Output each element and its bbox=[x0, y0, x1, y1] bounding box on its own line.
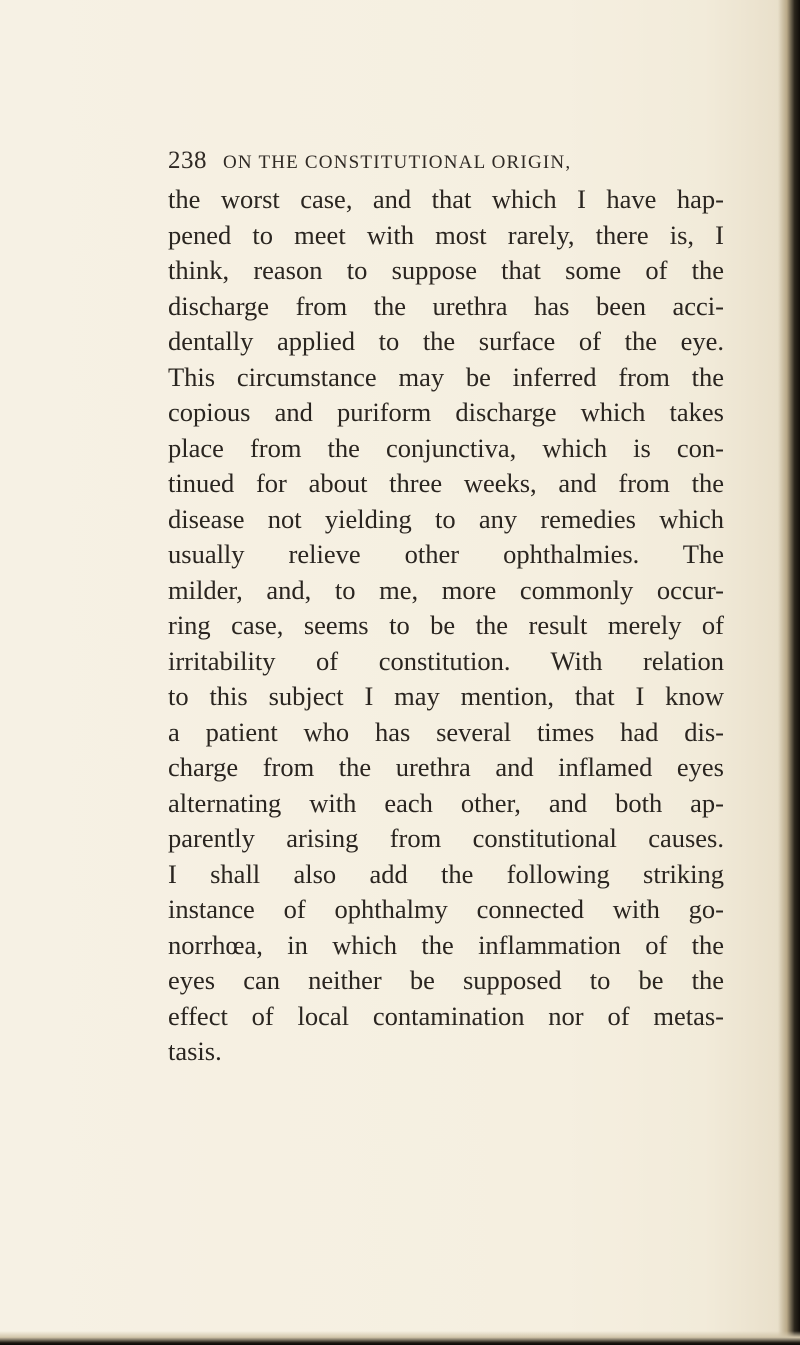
text-line: to this subject I may mention, that I know bbox=[168, 681, 724, 711]
text-line: discharge from the urethra has been acci- bbox=[168, 290, 724, 321]
running-head bbox=[168, 147, 728, 177]
page-number: 238 bbox=[168, 147, 207, 174]
text-line: tasis. bbox=[168, 1036, 222, 1066]
text-line: usually relieve other ophthalmies. The bbox=[168, 539, 724, 569]
text-line: parently arising from constitutional causes. bbox=[168, 823, 724, 853]
text-line: pened to meet with most rarely, there is, I bbox=[168, 219, 724, 250]
text-line: tinued for about three weeks, and from the bbox=[168, 468, 724, 498]
text-line: irritability of constitution. With relation bbox=[168, 645, 724, 676]
page-binding-shadow bbox=[778, 0, 800, 1345]
text-line: norrhœa, in which the inflammation of the bbox=[168, 929, 724, 960]
running-title: ON THE CONSTITUTIONAL ORIGIN, bbox=[223, 152, 572, 173]
text-line: think, reason to suppose that some of the bbox=[168, 255, 724, 285]
text-line: disease not yielding to any remedies which bbox=[168, 503, 724, 534]
body-text bbox=[168, 182, 724, 1070]
text-line: I shall also add the following striking bbox=[168, 858, 724, 889]
text-line: copious and puriform discharge which takes bbox=[168, 397, 724, 427]
text-line: eyes can neither be supposed to be the bbox=[168, 965, 724, 995]
text-line: alternating with each other, and both ap- bbox=[168, 787, 724, 818]
text-line: effect of local contamination nor of metas- bbox=[168, 1000, 724, 1031]
text-line: place from the conjunctiva, which is con- bbox=[168, 432, 724, 463]
text-line: a patient who has several times had dis- bbox=[168, 716, 724, 747]
text-line: milder, and, to me, more commonly occur- bbox=[168, 574, 724, 605]
text-line: ring case, seems to be the result merely of bbox=[168, 610, 724, 640]
text-line: dentally applied to the surface of the eye. bbox=[168, 326, 724, 356]
text-line: This circumstance may be inferred from the bbox=[168, 361, 724, 392]
text-line: the worst case, and that which I have hap- bbox=[168, 184, 724, 214]
text-line: instance of ophthalmy connected with go- bbox=[168, 894, 724, 924]
text-line: charge from the urethra and inflamed eyes bbox=[168, 752, 724, 782]
page-bottom-shadow bbox=[0, 1331, 800, 1345]
